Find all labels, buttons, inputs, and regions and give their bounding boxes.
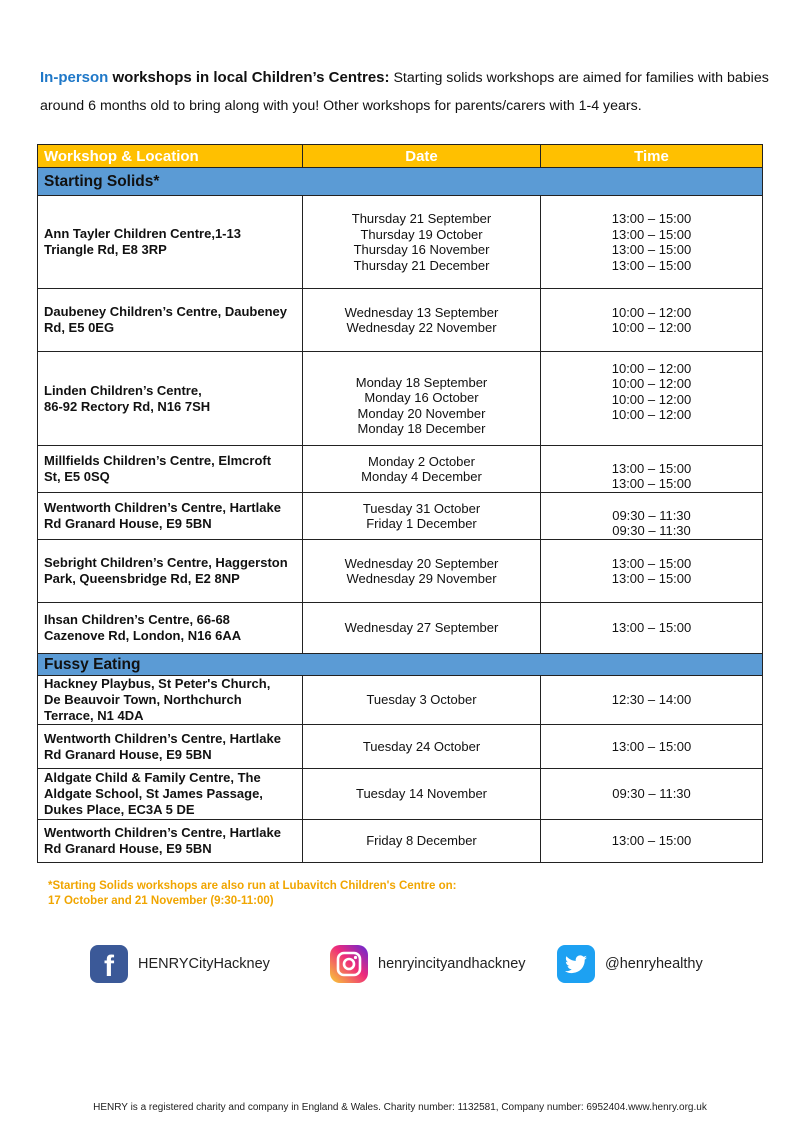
instagram-handle: henryincityandhackney bbox=[378, 956, 526, 972]
location-cell: Hackney Playbus, St Peter's Church, De Beauvoir Town, Northchurch Terrace, N1 4DA bbox=[38, 676, 303, 725]
location-cell: Millfields Children’s Centre, Elmcroft St, E5 0SQ bbox=[38, 446, 303, 493]
table-row bbox=[38, 289, 763, 352]
intro-heading: workshops in local Children’s Centres: bbox=[108, 69, 390, 86]
date-cell: Wednesday 13 September Wednesday 22 November bbox=[303, 289, 541, 352]
time-cell: 13:00 – 15:00 bbox=[541, 820, 763, 863]
time-cell: 10:00 – 12:00 10:00 – 12:00 bbox=[541, 289, 763, 352]
location-cell: Ihsan Children’s Centre, 66-68 Cazenove Rd, London, N16 6AA bbox=[38, 603, 303, 654]
section-title: Starting Solids* bbox=[38, 168, 763, 196]
time-cell: 10:00 – 12:00 10:00 – 12:00 10:00 – 12:00 10:00 – 12:00 bbox=[541, 352, 763, 446]
table-row bbox=[38, 603, 763, 654]
location-cell: Sebright Children’s Centre, Haggerston Park, Queensbridge Rd, E2 8NP bbox=[38, 540, 303, 603]
twitter-link[interactable] bbox=[557, 936, 703, 992]
table-row bbox=[38, 769, 763, 820]
location-cell: Linden Children’s Centre, 86-92 Rectory Rd, N16 7SH bbox=[38, 352, 303, 446]
header-date: Date bbox=[303, 145, 541, 168]
table-row bbox=[38, 725, 763, 769]
location-cell: Wentworth Children’s Centre, Hartlake Rd Granard House, E9 5BN bbox=[38, 493, 303, 540]
date-cell: Tuesday 14 November bbox=[303, 769, 541, 820]
facebook-handle: HENRYCityHackney bbox=[138, 956, 270, 972]
legal-footer: HENRY is a registered charity and company in England & Wales. Charity number: 1132581, Company number: 6952404.www.henry.org.uk bbox=[93, 1102, 707, 1113]
twitter-handle: @henryhealthy bbox=[605, 956, 703, 972]
workshop-table bbox=[37, 144, 763, 863]
location-cell: Wentworth Children’s Centre, Hartlake Rd Granard House, E9 5BN bbox=[38, 820, 303, 863]
facebook-icon bbox=[90, 945, 128, 983]
section-starting-solids bbox=[38, 168, 763, 196]
table-row bbox=[38, 446, 763, 493]
table-row bbox=[38, 352, 763, 446]
date-cell: Tuesday 31 October Friday 1 December bbox=[303, 493, 541, 540]
section-fussy-eating bbox=[38, 654, 763, 676]
location-cell: Ann Tayler Children Centre,1-13 Triangle Rd, E8 3RP bbox=[38, 196, 303, 289]
location-cell: Aldgate Child & Family Centre, The Aldgate School, St James Passage, Dukes Place, EC3A 5 DE bbox=[38, 769, 303, 820]
intro-text: Starting solids workshops are aimed for families with babies around 6 months old to bring along with you! Other workshops for parents/carers with 1-4 years. bbox=[40, 70, 769, 114]
twitter-icon bbox=[557, 945, 595, 983]
instagram-icon bbox=[330, 945, 368, 983]
svg-text:f: f bbox=[104, 950, 114, 983]
facebook-link[interactable] bbox=[90, 936, 270, 992]
time-cell: 12:30 – 14:00 bbox=[541, 676, 763, 725]
date-cell: Monday 2 October Monday 4 December bbox=[303, 446, 541, 493]
table-row bbox=[38, 493, 763, 540]
footnote-line: 17 October and 21 November (9:30-11:00) bbox=[48, 895, 274, 907]
location-cell: Wentworth Children’s Centre, Hartlake Rd Granard House, E9 5BN bbox=[38, 725, 303, 769]
date-cell: Wednesday 20 September Wednesday 29 November bbox=[303, 540, 541, 603]
date-cell: Wednesday 27 September bbox=[303, 603, 541, 654]
date-cell: Friday 8 December bbox=[303, 820, 541, 863]
table-header-row bbox=[38, 145, 763, 168]
footnote bbox=[48, 879, 457, 909]
date-cell: Monday 18 September Monday 16 October Monday 20 November Monday 18 December bbox=[303, 352, 541, 446]
header-location: Workshop & Location bbox=[38, 145, 303, 168]
time-cell: 09:30 – 11:30 09:30 – 11:30 bbox=[541, 493, 763, 540]
table-row bbox=[38, 196, 763, 289]
table-row bbox=[38, 540, 763, 603]
time-cell: 13:00 – 15:00 13:00 – 15:00 bbox=[541, 540, 763, 603]
time-cell: 13:00 – 15:00 bbox=[541, 725, 763, 769]
date-cell: Tuesday 24 October bbox=[303, 725, 541, 769]
table-row bbox=[38, 676, 763, 725]
intro-paragraph bbox=[40, 64, 770, 120]
location-cell: Daubeney Children’s Centre, Daubeney Rd, E5 0EG bbox=[38, 289, 303, 352]
time-cell: 13:00 – 15:00 13:00 – 15:00 13:00 – 15:00 13:00 – 15:00 bbox=[541, 196, 763, 289]
header-time: Time bbox=[541, 145, 763, 168]
time-cell: 09:30 – 11:30 bbox=[541, 769, 763, 820]
date-cell: Tuesday 3 October bbox=[303, 676, 541, 725]
intro-highlight: In-person bbox=[40, 69, 109, 86]
date-cell: Thursday 21 September Thursday 19 October Thursday 16 November Thursday 21 December bbox=[303, 196, 541, 289]
table-row bbox=[38, 820, 763, 863]
instagram-link[interactable] bbox=[330, 936, 526, 992]
section-title: Fussy Eating bbox=[38, 654, 763, 676]
time-cell: 13:00 – 15:00 bbox=[541, 603, 763, 654]
time-cell: 13:00 – 15:00 13:00 – 15:00 bbox=[541, 446, 763, 493]
footnote-line: *Starting Solids workshops are also run at Lubavitch Children's Centre on: bbox=[48, 880, 457, 892]
